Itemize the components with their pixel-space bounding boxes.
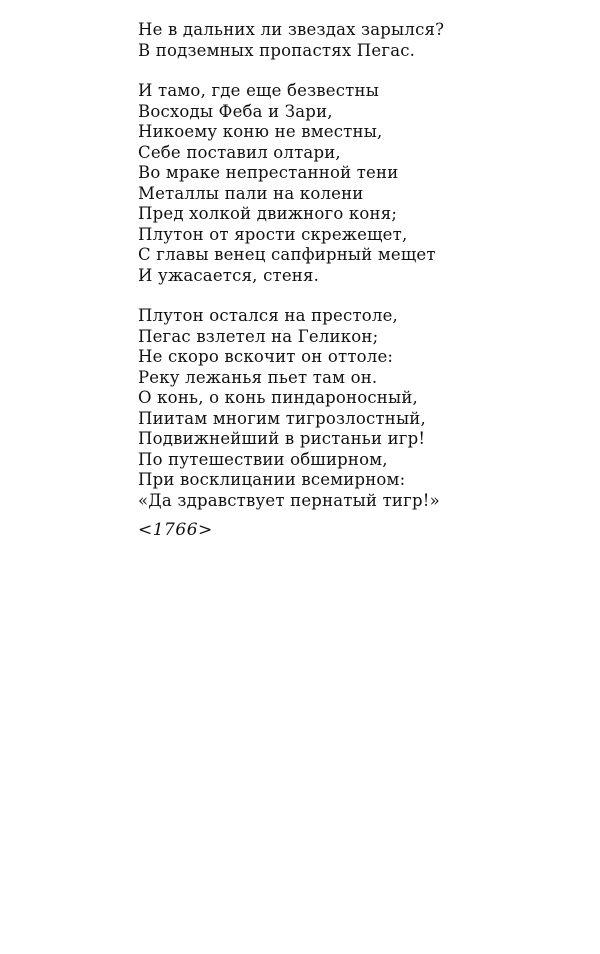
- poem-date: <1766>: [138, 520, 213, 540]
- poem-line: В подземных пропастях Пегас.: [138, 40, 416, 60]
- poem-line: Пиитам многим тигрозлостный,: [138, 408, 426, 428]
- stanza-1: [138, 20, 578, 61]
- poem-line: Себе поставил олтари,: [138, 142, 341, 162]
- poem-line: Во мраке непрестанной тени: [138, 163, 399, 182]
- poem-line: Пред холкой движного коня;: [138, 204, 398, 223]
- poem-line: Восходы Феба и Зари,: [138, 101, 333, 121]
- poem-line: «Да здравствует пернатый тигр!»: [138, 490, 440, 510]
- poem-line: По путешествии обширном,: [138, 449, 388, 469]
- stanza-gap: [138, 286, 578, 306]
- stanza-gap: [138, 61, 578, 81]
- poem-line: Пегас взлетел на Геликон;: [138, 326, 379, 346]
- poem-line: При восклицании всемирном:: [138, 470, 406, 489]
- poem-line: Плутон от ярости скрежещет,: [138, 224, 408, 244]
- stanza-3: [138, 306, 578, 511]
- poem-line: И тамо, где еще безвестны: [138, 81, 380, 100]
- poem-line: Металлы пали на колени: [138, 183, 364, 203]
- poem-line: Реку лежанья пьет там он.: [138, 367, 378, 387]
- poem-page: [138, 20, 578, 541]
- poem-line: Подвижнейший в ристаньи игр!: [138, 429, 426, 448]
- poem-line: Не в дальних ли звездах зарылся?: [138, 20, 445, 39]
- stanza-2: [138, 81, 578, 286]
- poem-line: Никоему коню не вместны,: [138, 122, 383, 141]
- poem-line: Плутон остался на престоле,: [138, 306, 398, 325]
- poem-line: С главы венец сапфирный мещет: [138, 245, 436, 264]
- poem-line: Не скоро вскочит он оттоле:: [138, 347, 394, 366]
- poem-line: И ужасается, стеня.: [138, 265, 320, 285]
- poem-line: О конь, о конь пиндароносный,: [138, 388, 418, 407]
